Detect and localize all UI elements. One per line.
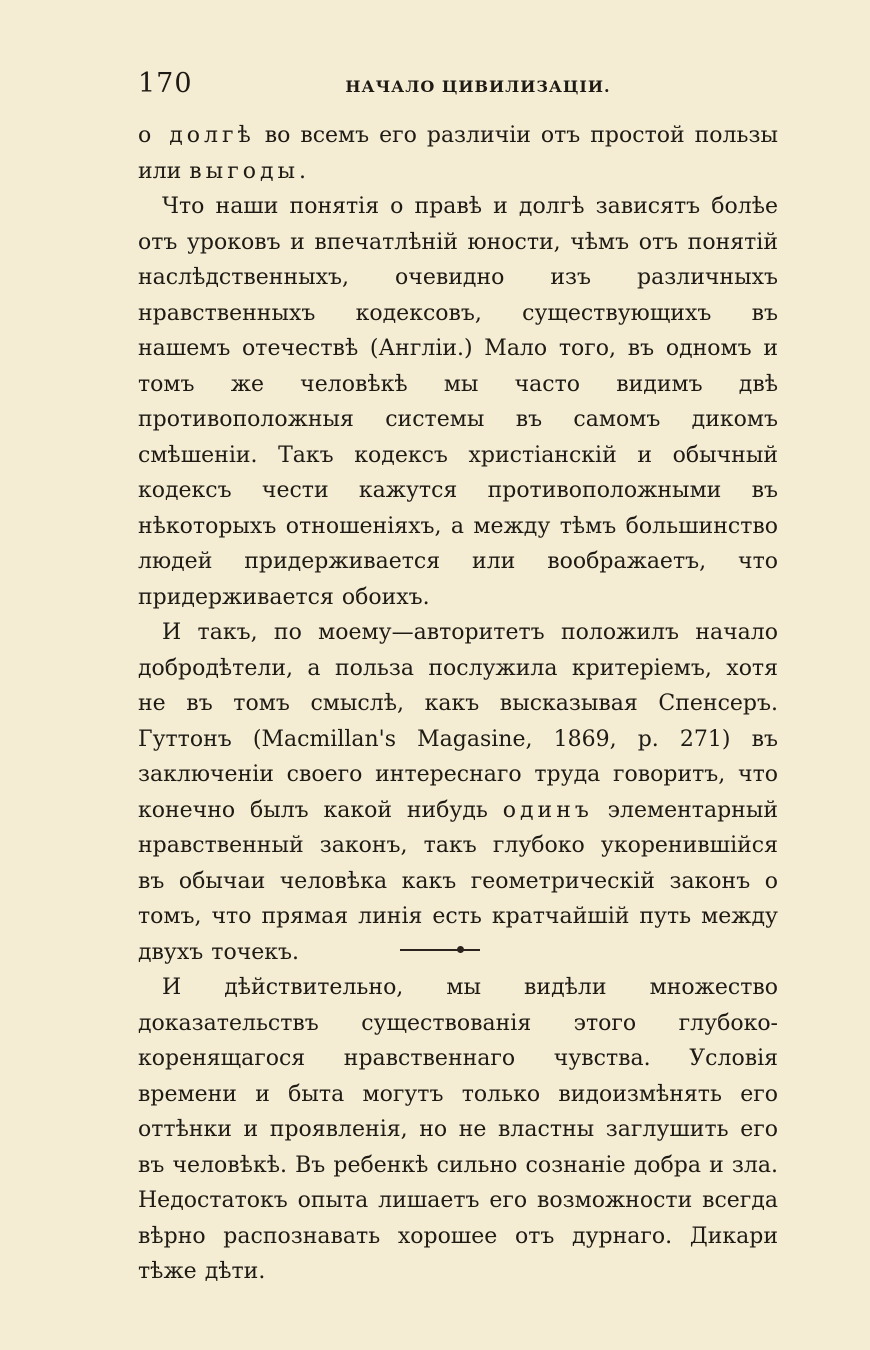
paragraph-text: во всемъ его различіи отъ простой пользы или	[138, 123, 778, 184]
paragraph-2: Что наши понятія о правѣ и долгѣ зависятъ болѣе отъ уроковъ и впечатлѣній юности, чѣмъ отъ понятій наслѣдственныхъ, очевидно изъ различныхъ нравственныхъ кодексовъ, существующихъ въ нашемъ отечествѣ (Англіи.) Мало того, въ одномъ и томъ же человѣкѣ мы часто видимъ двѣ противоположныя системы въ самомъ дикомъ смѣшеніи. Такъ кодексъ христіанскій и обычный кодексъ чести кажутся противоположными въ нѣкоторыхъ отношеніяхъ, а между тѣмъ большинство людей придерживается или воображаетъ, что придерживается обоихъ.	[138, 194, 778, 610]
emphasis-spaced: о долгѣ	[138, 123, 255, 148]
page-body	[138, 118, 778, 1290]
paragraph-4: И дѣйствительно, мы видѣли множество доказательствъ существованія этого глубоко-коренящагося нравственнаго чувства. Условія времени и быта могутъ только видоизмѣнять его оттѣнки и проявленія, но не властны заглушить его въ человѣкѣ. Въ ребенкѣ сильно сознаніе добра и зла. Недостатокъ опыта лишаетъ его возможности всегда вѣрно распознавать хорошее отъ дурнаго. Дикари тѣже дѣти.	[138, 975, 778, 1284]
page-number: 170	[138, 68, 193, 99]
section-end-dot	[457, 946, 464, 953]
paragraph-1	[138, 118, 778, 189]
section-end-rule	[400, 949, 480, 951]
emphasis-spaced: одинъ	[502, 797, 593, 823]
paragraph-text: .	[299, 158, 307, 184]
running-title: НАЧАЛО ЦИВИЛИЗАЦІИ.	[345, 77, 611, 96]
page-header	[138, 68, 778, 108]
paragraph-text: И такъ, по моему—авторитетъ положилъ начало добродѣтели, а польза послужила критеріемъ, хотя не въ томъ смыслѣ, какъ высказывая Спенсеръ. Гуттонъ (Macmillan's Magasine, 1869, p. 271) въ заключеніи своего интереснаго труда говоритъ, что конечно былъ какой нибудь	[138, 620, 778, 823]
paragraph-text: элементарный нравственный законъ, такъ глубоко укоренившійся въ обычаи человѣка какъ геометрическій законъ о томъ, что прямая линія есть кратчайшій путь между двухъ точекъ.	[138, 797, 779, 965]
emphasis-spaced: выгоды	[189, 158, 300, 184]
paragraph-3	[138, 615, 778, 970]
